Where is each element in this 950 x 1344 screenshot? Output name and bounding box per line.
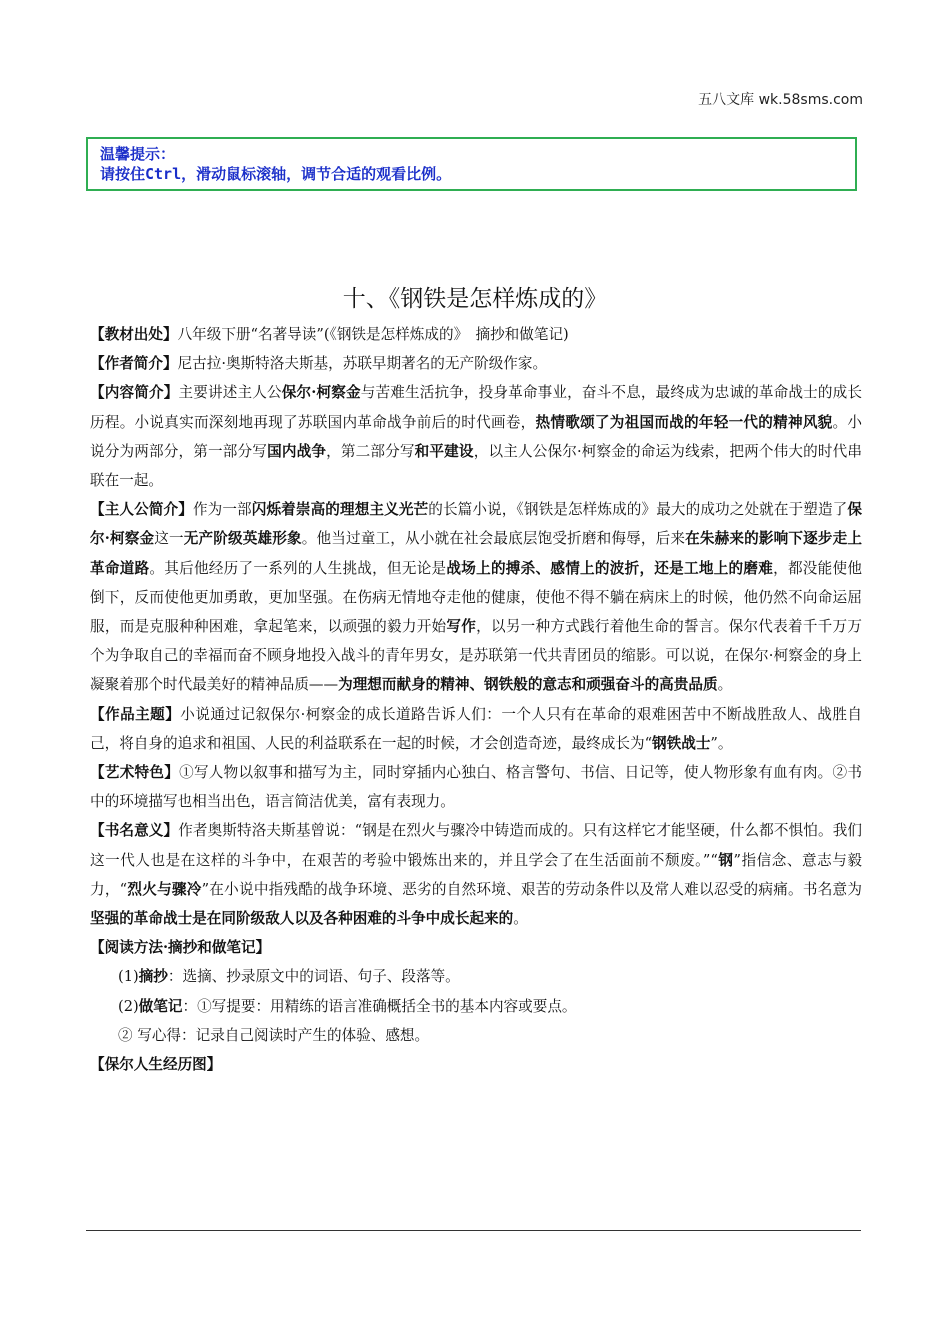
- method-item-text: ② 写心得：记录自己阅读时产生的体验、感想。: [118, 1026, 430, 1044]
- chart-heading: [90, 1050, 862, 1079]
- chart-label: 【保尔人生经历图】: [90, 1056, 222, 1074]
- method-item-number: (2): [118, 997, 139, 1015]
- source-text: 八年级下册“名著导读”(《钢铁是怎样炼成的》 摘抄和做笔记): [177, 326, 569, 343]
- method-item-1: [90, 962, 862, 991]
- name-emphasis: 坚强的革命战士是在同阶级敌人以及各种困难的斗争中成长起来的: [90, 910, 514, 928]
- content-text: ，第二部分写: [326, 442, 415, 460]
- hero-emphasis: 保尔·柯察金: [90, 501, 862, 548]
- content-emphasis: 热情歌颂了为祖国而战的年轻一代的精神风貌: [535, 413, 833, 431]
- theme-paragraph: [90, 700, 862, 758]
- hero-text: 。: [717, 676, 733, 694]
- hero-text: ，以另一种方式践行着他生命的誓言。保尔代表着千千万万个为争取自己的幸福而奋不顾身地投入战斗的青年男女，是苏联第一代共青团员的缩影。可以说，在保尔·柯察金的身上凝聚着那个时代最美好的精神品质——: [90, 618, 862, 694]
- content-emphasis: 保尔·柯察金: [281, 384, 361, 402]
- content-text: ，以主人公保尔·柯察金的命运为线索，把两个伟大的时代串联在一起。: [90, 442, 862, 490]
- name-emphasis: 钢: [717, 851, 734, 869]
- art-paragraph: [90, 758, 862, 816]
- name-text: 。: [513, 910, 528, 928]
- hero-emphasis: 为理想而献身的精神、钢铁般的意志和顽强奋斗的高贵品质: [338, 676, 718, 694]
- theme-text: 小说通过记叙保尔·柯察金的成长道路告诉人们：一个人只有在革命的艰难困苦中不断战胜敌人、战胜自己，将自身的追求和祖国、人民的利益联系在一起的时候，才会创造奇迹，最终成长为“: [90, 705, 862, 752]
- tip-box: [86, 137, 857, 191]
- name-paragraph: [90, 816, 862, 933]
- content-text: 与苦难生活抗争，投身革命事业，奋斗不息，最终成为忠诚的革命战士的成长历程。小说真实而深刻地再现了苏联国内革命战争前后的时代画卷，: [90, 384, 862, 431]
- content-emphasis: 和平建设: [414, 442, 474, 460]
- author-label: 【作者简介】: [90, 355, 178, 373]
- method-item-text: ：选摘、抄录原文中的词语、句子、段落等。: [167, 968, 460, 986]
- art-text: ①写人物以叙事和描写为主，同时穿插内心独白、格言警句、书信、日记等，使人物形象有血有肉。②书中的环境描写也相当出色，语言简洁优美，富有表现力。: [90, 764, 862, 811]
- hero-text: 作为一部: [192, 501, 252, 519]
- content-label: 【内容简介】: [90, 384, 179, 402]
- source-label: 【教材出处】: [90, 326, 178, 343]
- theme-label: 【作品主题】: [90, 705, 181, 723]
- author-paragraph: [90, 349, 862, 378]
- method-item-number: (1): [118, 968, 139, 986]
- author-text: 尼古拉·奥斯特洛夫斯基，苏联早期著名的无产阶级作家。: [177, 355, 548, 373]
- hero-paragraph: [90, 495, 862, 699]
- method-item-term: 摘抄: [138, 968, 168, 986]
- site-watermark: 五八文库 wk.58sms.com: [698, 92, 863, 108]
- theme-emphasis: 钢铁战士: [652, 734, 711, 752]
- source-paragraph: [90, 320, 862, 349]
- hero-text: 的长篇小说，《钢铁是怎样炼成的》最大的成功之处就在于塑造了: [428, 501, 848, 519]
- hero-emphasis: 写作: [446, 618, 477, 636]
- name-text: 作者奥斯特洛夫斯基曾说：“钢是在烈火与骤冷中铸造而成的。只有这样它才能坚硬，什么都不惧怕。我们这一代人也是在这样的斗争中，在艰苦的考验中锻炼出来的，并且学会了在生活面前不颓废。”“: [90, 822, 862, 869]
- content-paragraph: [90, 378, 862, 495]
- hero-emphasis: 在朱赫来的影响下逐步走上革命道路: [90, 530, 862, 577]
- method-label: 【阅读方法·摘抄和做笔记】: [90, 939, 271, 957]
- hero-emphasis: 战场上的搏杀、感情上的波折，还是工地上的磨难: [446, 559, 774, 577]
- footer-divider: [86, 1230, 861, 1231]
- theme-text: ”。: [710, 734, 733, 752]
- name-text: ”在小说中指残酷的战争环境、恶劣的自然环境、艰苦的劳动条件以及常人难以忍受的病痛。书名意为: [201, 880, 862, 898]
- content-text: 。小说分为两部分，第一部分写: [90, 413, 862, 460]
- name-label: 【书名意义】: [90, 822, 179, 840]
- name-emphasis: 烈火与骤冷: [127, 880, 202, 898]
- document-body: [90, 320, 862, 1079]
- page-title: 十、《钢铁是怎样炼成的》: [342, 286, 608, 312]
- hero-text: 。其后他经历了一系列的人生挑战，但无论是: [149, 559, 447, 577]
- hero-text: 这一: [154, 530, 184, 548]
- hero-emphasis: 无产阶级英雄形象: [183, 530, 302, 548]
- tip-title: 温馨提示：: [100, 145, 176, 163]
- hero-text: 。他当过童工，从小就在社会最底层饱受折磨和侮辱，后来: [301, 530, 686, 548]
- method-item-3: [90, 1021, 862, 1050]
- method-item-term: 做笔记: [138, 997, 183, 1015]
- art-label: 【艺术特色】: [90, 764, 180, 782]
- hero-label: 【主人公简介】: [90, 501, 193, 519]
- method-heading: [90, 933, 862, 962]
- content-emphasis: 国内战争: [267, 442, 327, 460]
- method-item-2: [90, 992, 862, 1021]
- name-text: ”指信念、意志与毅力，“: [90, 851, 862, 898]
- method-item-text: ：①写提要：用精练的语言准确概括全书的基本内容或要点。: [182, 997, 577, 1015]
- hero-text: ，都没能使他倒下，反而使他更加勇敢，更加坚强。在伤病无情地夺走他的健康，使他不得不躺在病床上的时候，他仍然不向命运屈服，而是克服种种困难，拿起笔来，以顽强的毅力开始: [90, 559, 862, 636]
- tip-text: 请按住Ctrl，滑动鼠标滚轴，调节合适的观看比例。: [100, 165, 452, 183]
- hero-emphasis: 闪烁着崇高的理想主义光芒: [251, 501, 429, 519]
- content-text: 主要讲述主人公: [178, 384, 282, 402]
